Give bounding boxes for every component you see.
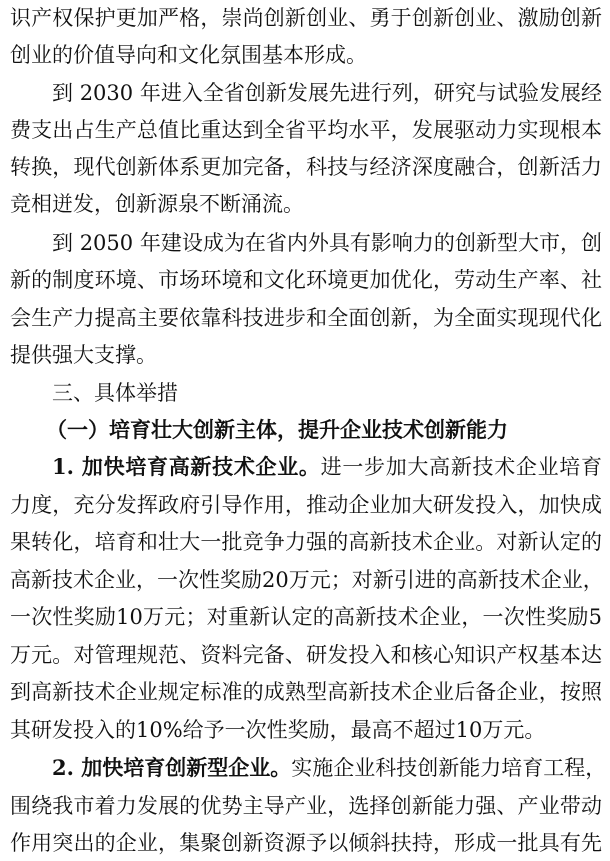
paragraph-line: 万元。对管理规范、资料完备、研发投入和核心知识产权基本达	[10, 643, 602, 667]
paragraph-line: 识产权保护更加严格，崇尚创新创业、勇于创新创业、激励创新	[10, 6, 602, 30]
paragraph-line: 果转化，培育和壮大一批竞争力强的高新技术企业。对新认定的	[10, 530, 602, 554]
paragraph-line: 力度，充分发挥政府引导作用，推动企业加大研发投入，加快成	[10, 493, 602, 517]
paragraph-line: 到高新技术企业规定标准的成熟型高新技术企业后备企业，按照	[10, 680, 602, 704]
paragraph-line: 高新技术企业，一次性奖励20万元；对新引进的高新技术企业，	[10, 568, 604, 592]
item-1-title: 1. 加快培育高新技术企业。	[52, 454, 321, 479]
paragraph-line: 提供强大支撑。	[10, 343, 157, 367]
paragraph-line: 作用突出的企业，集聚创新资源予以倾斜扶持，形成一批具有先	[10, 831, 602, 855]
paragraph-line: 转换，现代创新体系更加完备，科技与经济深度融合，创新活力	[10, 155, 602, 179]
paragraph-line-2050-goal: 到 2050 年建设成为在省内外具有影响力的创新型大市，创	[52, 231, 602, 255]
item-2-first-line	[52, 753, 607, 783]
item-1-first-line	[52, 452, 602, 482]
section-heading: 三、具体举措	[52, 381, 178, 405]
paragraph-line: 会生产力提高主要依靠科技进步和全面创新，为全面实现现代化	[10, 306, 602, 330]
paragraph-line: 其研发投入的10%给予一次性奖励，最高不超过10万元。	[10, 718, 546, 742]
item-1-text: 进一步加大高新技术企业培育	[320, 455, 603, 479]
paragraph-line: 一次性奖励10万元；对重新认定的高新技术企业，一次性奖励5	[10, 605, 602, 629]
paragraph-line: 围绕我市着力发展的优势主导产业，选择创新能力强、产业带动	[10, 794, 602, 818]
paragraph-line: 创业的价值导向和文化氛围基本形成。	[10, 43, 367, 67]
paragraph-line: 费支出占生产总值比重达到全省平均水平，发展驱动力实现根本	[10, 118, 602, 142]
item-2-title: 2. 加快培育创新型企业。	[52, 755, 292, 780]
subsection-heading: （一）培育壮大创新主体，提升企业技术创新能力	[46, 417, 508, 442]
paragraph-line: 新的制度环境、市场环境和文化环境更加优化，劳动生产率、社	[10, 268, 602, 292]
item-2-text: 实施企业科技创新能力培育工程，	[291, 756, 607, 780]
paragraph-line: 竞相迸发，创新源泉不断涌流。	[10, 192, 304, 216]
paragraph-line-2030-goal: 到 2030 年进入全省创新发展先进行列，研究与试验发展经	[52, 81, 602, 105]
